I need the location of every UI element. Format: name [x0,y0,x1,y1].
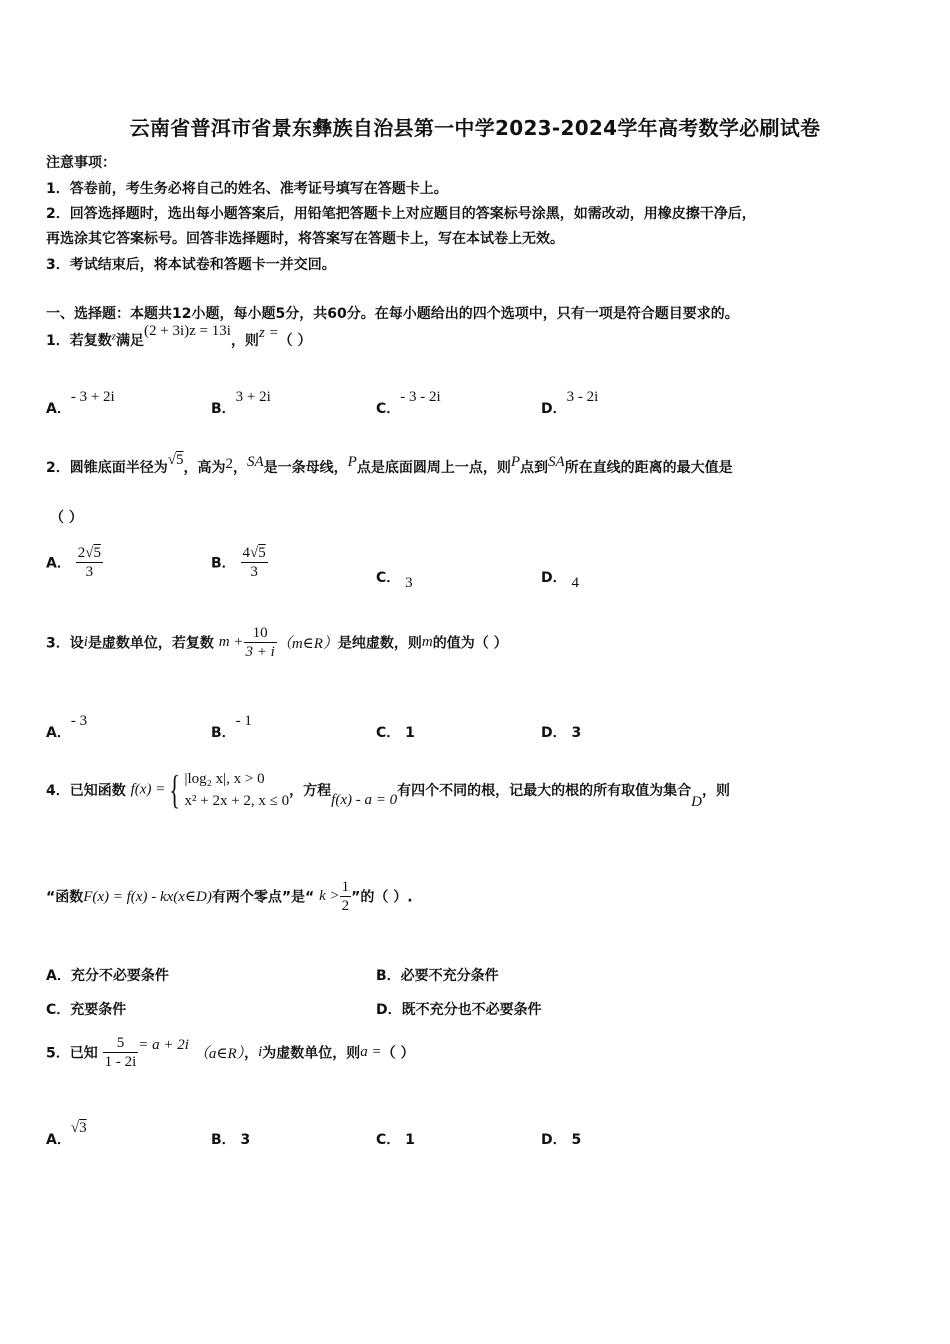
note-item-3: 3．考试结束后，将本试卷和答题卡一并交回。 [46,257,336,273]
q5-option-d[interactable]: D． 5 [541,1132,582,1148]
q3-option-a[interactable]: A．- 3 [46,713,88,741]
q3-option-d[interactable]: D． 3 [541,725,582,741]
q1-option-b[interactable]: B．3 + 2i [211,389,271,417]
q5-option-c[interactable]: C． 1 [376,1132,415,1148]
note-item-2-line-1: 2．回答选择题时，选出每小题答案后，用铅笔把答题卡上对应题目的答案标号涂黑，如需改动，用橡皮擦干净后， [46,206,756,222]
q4-option-a[interactable]: A．充分不必要条件 [46,968,169,984]
question-4-line-2: “函数F(x) = f(x) - kx(x∈D)有两个零点”是“ k > $\frac{1}{2}$ ”的（ ）. [46,879,413,914]
q1-option-d[interactable]: D．3 - 2i [541,389,599,417]
notes-heading: 注意事项： [46,155,116,171]
q4-option-d[interactable]: D．既不充分也不必要条件 [376,1002,542,1018]
q4-option-c[interactable]: C．充要条件 [46,1002,127,1018]
note-item-2-line-2: 再选涂其它答案标号。回答非选择题时，将答案写在答题卡上，写在本试卷上无效。 [46,231,564,247]
page-title: 云南省普洱市省景东彝族自治县第一中学2023-2024学年高考数学必刷试卷 [129,116,821,140]
q3-option-b[interactable]: B．- 1 [211,713,252,741]
question-2: 2．圆锥底面半径为√5，高为2，SA是一条母线，P点是底面圆周上一点，则P点到SA所在直线的距离的最大值是 [46,452,733,476]
q5-option-b[interactable]: B． 3 [211,1132,251,1148]
q4-option-b[interactable]: B．必要不充分条件 [376,968,499,984]
q2-option-a[interactable]: A． $\frac{2√5}{3}$ [46,545,101,580]
q5-option-a[interactable]: A．√3 [46,1120,87,1148]
q3-option-c[interactable]: C． 1 [376,725,415,741]
q2-option-c[interactable]: C． 3 [376,570,413,591]
q1-option-a[interactable]: A．- 3 + 2i [46,389,115,417]
question-3: 3．设i是虚数单位，若复数 m + $\frac{10}{3 + i}$ （m∈R）是纯虚数，则m的值为（ ） [46,625,508,660]
section-heading: 一、选择题：本题共12小题，每小题5分，共60分。在每小题给出的四个选项中，只有一项是符合题目要求的。 [46,306,739,322]
q2-option-d[interactable]: D． 4 [541,570,579,591]
q1-option-c[interactable]: C．- 3 - 2i [376,389,441,417]
question-4: 4．已知函数 f(x) = { |log₂ x|, x > 0 x² + 2x + 2, x ≤ 0 ，方程f(x) - a = 0有四个不同的根，记最大的根的所有取值为集合D，则 [46,767,730,812]
question-1: 1．若复数$^z$满足(2 + 3i)z = 13i，则z =（ ） [46,323,312,349]
q2-paren: （ ） [50,510,83,526]
q2-option-b[interactable]: B． $\frac{4√5}{3}$ [211,545,266,580]
note-item-1: 1．答卷前，考生务必将自己的姓名、准考证号填写在答题卡上。 [46,181,448,197]
question-5: 5．已知 $\frac{5}{1 - 2i}$ = a + 2i （a∈R），i为虚数单位，则a =（ ） [46,1035,415,1070]
